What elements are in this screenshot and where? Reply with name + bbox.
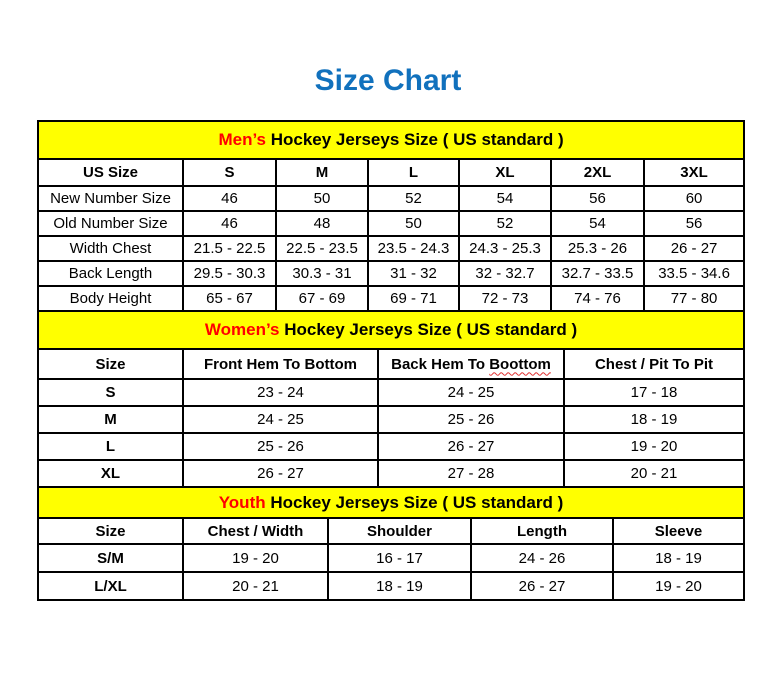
womens-value-cell: 23 - 24 <box>183 379 378 406</box>
youth-banner-highlight: Youth <box>218 492 266 512</box>
mens-value-cell: 52 <box>459 211 551 236</box>
mens-value-cell: 56 <box>644 211 744 236</box>
mens-banner-cell <box>38 121 744 159</box>
mens-value-cell: 22.5 - 23.5 <box>276 236 368 261</box>
mens-table-row <box>38 211 744 236</box>
womens-table-row <box>38 379 744 406</box>
womens-banner-highlight: Women’s <box>204 320 280 339</box>
womens-header-row <box>38 349 744 379</box>
womens-value-cell: 25 - 26 <box>183 433 378 460</box>
back-hem-prefix: Back Hem To <box>391 355 490 373</box>
mens-banner-highlight: Men’s <box>218 130 266 149</box>
youth-size-table <box>37 486 745 601</box>
womens-value-cell: 25 - 26 <box>378 406 564 433</box>
mens-value-cell: 54 <box>551 211 644 236</box>
mens-value-cell: 69 - 71 <box>368 286 459 311</box>
youth-value-cell: 19 - 20 <box>183 544 328 572</box>
youth-table-row <box>38 572 744 600</box>
mens-value-cell: 30.3 - 31 <box>276 261 368 286</box>
size-chart <box>37 120 743 601</box>
youth-value-cell: 16 - 17 <box>328 544 471 572</box>
youth-value-cell: 19 - 20 <box>613 572 744 600</box>
mens-value-cell: 23.5 - 24.3 <box>368 236 459 261</box>
youth-value-cell: 20 - 21 <box>183 572 328 600</box>
mens-value-cell: 52 <box>368 186 459 211</box>
womens-value-cell: 24 - 25 <box>183 406 378 433</box>
youth-banner-text: Hockey Jerseys Size ( US standard ) <box>265 492 564 512</box>
mens-column-header: US Size <box>38 159 183 186</box>
mens-column-header: 3XL <box>644 159 744 186</box>
womens-value-cell: 24 - 25 <box>378 379 564 406</box>
mens-value-cell: 54 <box>459 186 551 211</box>
mens-value-cell: 72 - 73 <box>459 286 551 311</box>
mens-header-row <box>38 159 744 186</box>
womens-banner-text: Hockey Jerseys Size ( US standard ) <box>279 320 578 339</box>
womens-size-table <box>37 310 745 488</box>
mens-value-cell: 33.5 - 34.6 <box>644 261 744 286</box>
youth-column-header: Shoulder <box>328 518 471 544</box>
youth-value-cell: 18 - 19 <box>328 572 471 600</box>
womens-row-label: XL <box>38 460 183 487</box>
mens-value-cell: 31 - 32 <box>368 261 459 286</box>
womens-table-row <box>38 460 744 487</box>
mens-value-cell: 50 <box>276 186 368 211</box>
mens-value-cell: 46 <box>183 186 276 211</box>
mens-value-cell: 77 - 80 <box>644 286 744 311</box>
youth-column-header: Sleeve <box>613 518 744 544</box>
womens-value-cell: 17 - 18 <box>564 379 744 406</box>
womens-row-label: L <box>38 433 183 460</box>
mens-value-cell: 48 <box>276 211 368 236</box>
mens-value-cell: 50 <box>368 211 459 236</box>
youth-value-cell: 18 - 19 <box>613 544 744 572</box>
womens-column-header: Front Hem To Bottom <box>183 349 378 379</box>
mens-row-label: Back Length <box>38 261 183 286</box>
youth-table-row <box>38 544 744 572</box>
mens-value-cell: 74 - 76 <box>551 286 644 311</box>
mens-column-header: 2XL <box>551 159 644 186</box>
youth-row-label: S/M <box>38 544 183 572</box>
womens-table-row <box>38 406 744 433</box>
youth-banner-cell <box>38 487 744 518</box>
mens-value-cell: 46 <box>183 211 276 236</box>
mens-row-label: Width Chest <box>38 236 183 261</box>
mens-value-cell: 29.5 - 30.3 <box>183 261 276 286</box>
womens-value-cell: 19 - 20 <box>564 433 744 460</box>
mens-size-table <box>37 120 745 312</box>
youth-row-label: L/XL <box>38 572 183 600</box>
womens-column-header: Chest / Pit To Pit <box>564 349 744 379</box>
mens-column-header: XL <box>459 159 551 186</box>
youth-value-cell: 26 - 27 <box>471 572 613 600</box>
mens-column-header: L <box>368 159 459 186</box>
youth-section-banner <box>38 487 744 518</box>
womens-column-header: Size <box>38 349 183 379</box>
womens-value-cell: 26 - 27 <box>183 460 378 487</box>
womens-column-header <box>378 349 564 379</box>
womens-banner-cell <box>38 311 744 349</box>
mens-table-row <box>38 236 744 261</box>
mens-value-cell: 60 <box>644 186 744 211</box>
womens-value-cell: 27 - 28 <box>378 460 564 487</box>
womens-section-banner <box>38 311 744 349</box>
mens-section-banner <box>38 121 744 159</box>
mens-table-row <box>38 186 744 211</box>
mens-value-cell: 56 <box>551 186 644 211</box>
mens-value-cell: 26 - 27 <box>644 236 744 261</box>
mens-value-cell: 32 - 32.7 <box>459 261 551 286</box>
mens-row-label: Body Height <box>38 286 183 311</box>
youth-column-header: Length <box>471 518 613 544</box>
mens-row-label: New Number Size <box>38 186 183 211</box>
mens-value-cell: 32.7 - 33.5 <box>551 261 644 286</box>
page-title: Size Chart <box>314 64 462 97</box>
youth-value-cell: 24 - 26 <box>471 544 613 572</box>
mens-value-cell: 67 - 69 <box>276 286 368 311</box>
womens-row-label: S <box>38 379 183 406</box>
mens-table-row <box>38 261 744 286</box>
youth-header-row <box>38 518 744 544</box>
mens-table-row <box>38 286 744 311</box>
mens-value-cell: 24.3 - 25.3 <box>459 236 551 261</box>
mens-column-header: M <box>276 159 368 186</box>
mens-value-cell: 65 - 67 <box>183 286 276 311</box>
mens-value-cell: 21.5 - 22.5 <box>183 236 276 261</box>
mens-value-cell: 25.3 - 26 <box>551 236 644 261</box>
womens-row-label: M <box>38 406 183 433</box>
youth-column-header: Chest / Width <box>183 518 328 544</box>
back-hem-misspelled-word: Boottom <box>489 355 551 373</box>
youth-column-header: Size <box>38 518 183 544</box>
mens-row-label: Old Number Size <box>38 211 183 236</box>
mens-banner-text: Hockey Jerseys Size ( US standard ) <box>266 130 564 149</box>
womens-value-cell: 18 - 19 <box>564 406 744 433</box>
womens-table-row <box>38 433 744 460</box>
womens-value-cell: 26 - 27 <box>378 433 564 460</box>
womens-value-cell: 20 - 21 <box>564 460 744 487</box>
mens-column-header: S <box>183 159 276 186</box>
